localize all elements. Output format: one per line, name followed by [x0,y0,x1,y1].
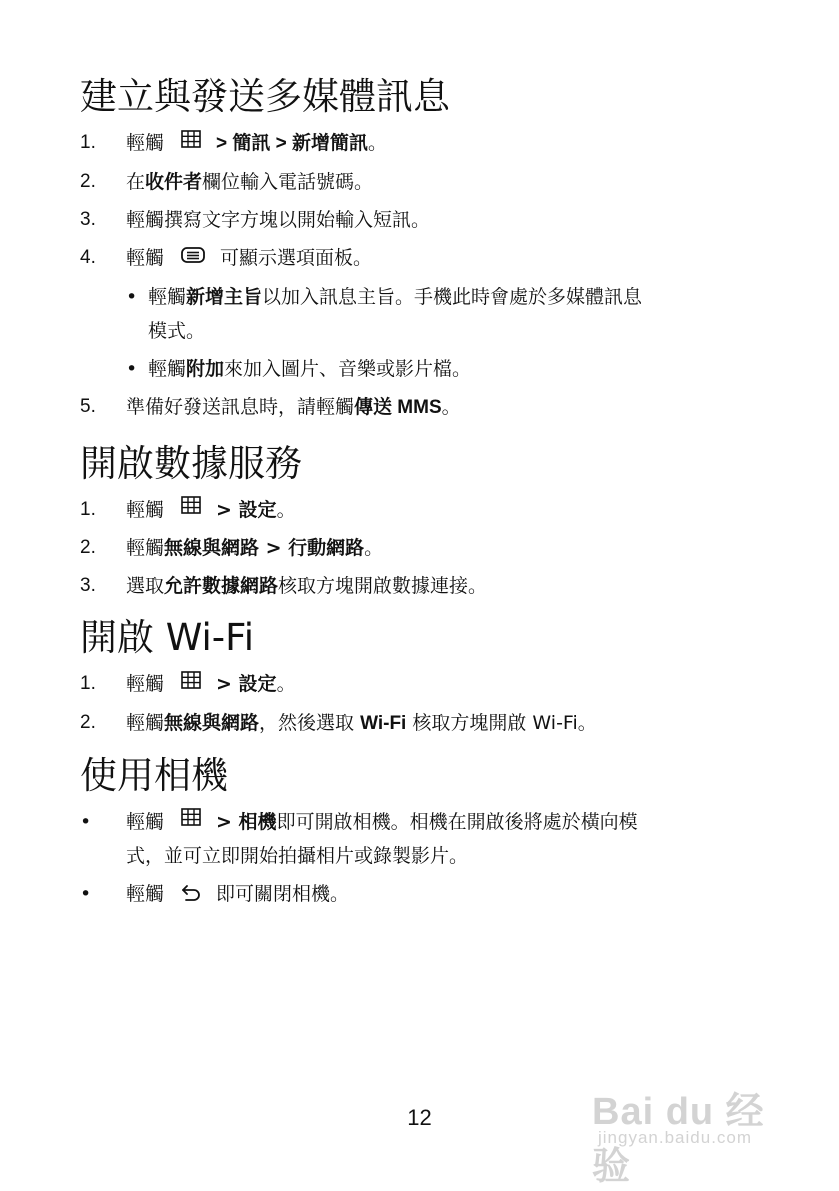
step-text: 欄位輸入電話號碼。 [202,171,374,193]
step-text: 輕觸 [126,247,165,269]
step-bold-text: > 設定 [216,673,277,695]
apps-grid-icon [180,127,202,161]
step-text: 以加入訊息主旨。手機此時會處於多媒體訊息 [262,285,643,308]
step-bold-text: > 設定 [216,498,277,521]
step-number: 2. [80,711,96,733]
step-text: 核取方塊開啟 Wi-Fi。 [406,711,597,734]
step-text: 。 [276,673,296,695]
step-number: 1. [80,132,96,153]
step-bold-text: 允許數據網路 [164,575,279,597]
step-text: ，然後選取 [259,711,361,734]
step-text: 輕觸 [126,537,165,559]
step-text: 輕觸 [126,498,165,521]
menu-icon [180,242,206,276]
step-item [80,203,760,237]
step-text: 模式。 [148,319,206,342]
page-number: 12 [407,1105,432,1130]
bullet-item [80,805,760,874]
step-item [80,569,760,603]
bullet-dot: • [126,357,138,380]
step-text: 輕觸撰寫文字方塊以開始輸入短訊。 [126,209,431,231]
step-bold-text: 無線與網路 > 行動網路 [164,537,365,559]
section-title-mms: 建立與發送多媒體訊息 [80,75,450,118]
step-text: 輕觸 [126,883,165,905]
step-text: 準備好發送訊息時，請輕觸 [126,395,355,418]
step-bold-text: 無線與網路 [164,711,260,734]
step-bold-text: > 簡訊 > 新增簡訊 [216,133,369,154]
step-bold-text: 收件者 [145,171,203,193]
step-text: 輕觸 [126,673,165,695]
step-text: 核取方塊開啟數據連接。 [278,575,488,597]
step-text: 輕觸 [126,132,165,154]
bullet-item [80,877,760,912]
step-text: 。 [364,537,384,559]
step-item [80,241,760,276]
bullet-dot: • [80,810,92,833]
step-text: 式，並可立即開始拍攝相片或錄製影片。 [126,845,469,867]
back-arrow-icon [180,878,202,912]
step-text: 輕觸 [148,357,187,380]
step-item [80,390,760,425]
step-bold-text: 新增主旨 [186,285,263,308]
apps-grid-icon [180,668,202,702]
step-number: 1. [80,673,96,694]
step-item [80,706,760,741]
step-number: 3. [80,209,96,230]
manual-page [80,72,760,912]
bullet-item [126,280,760,348]
step-bold-text: > 相機 [216,810,277,833]
section-title-wifi: 開啟 Wi-Fi [80,616,255,659]
bullet-item [126,352,760,386]
step-text: 輕觸 [148,285,187,308]
apps-grid-icon [180,493,202,527]
step-item [80,126,760,161]
step-text: 在 [126,171,146,193]
step-bold-text: 傳送 MMS [354,396,442,418]
watermark-url: jingyan.baidu.com [598,1128,753,1147]
step-text: 即可關閉相機。 [216,883,350,905]
step-text: 。 [441,395,461,418]
step-number: 3. [80,575,96,596]
step-number: 2. [80,537,96,558]
section-title-data: 開啟數據服務 [80,441,302,485]
watermark-logo: Bai du 经验 [592,1091,765,1188]
step-item [80,667,760,702]
step-item [80,531,760,565]
step-text: 可顯示選項面板。 [220,247,373,269]
step-number: 1. [80,498,96,520]
step-text: 。 [276,498,296,521]
step-text: 輕觸 [126,810,165,833]
step-number: 5. [80,395,96,417]
baidu-watermark [592,1062,802,1188]
step-text: 即可開啟相機。相機在開啟後將處於橫向模 [276,810,638,833]
step-text: 選取 [126,575,165,597]
step-text: 。 [368,132,388,154]
step-item [80,493,760,528]
apps-grid-icon [180,805,202,839]
step-text: 來加入圖片、音樂或影片檔。 [224,357,472,380]
bullet-dot: • [80,883,92,905]
step-bold-text: Wi-Fi [360,712,407,734]
section-title-camera: 使用相機 [80,753,228,797]
step-bold-text: 附加 [186,357,225,380]
step-number: 2. [80,171,96,192]
step-item [80,165,760,199]
step-number: 4. [80,247,96,268]
bullet-dot: • [126,285,138,308]
step-text: 輕觸 [126,711,165,734]
